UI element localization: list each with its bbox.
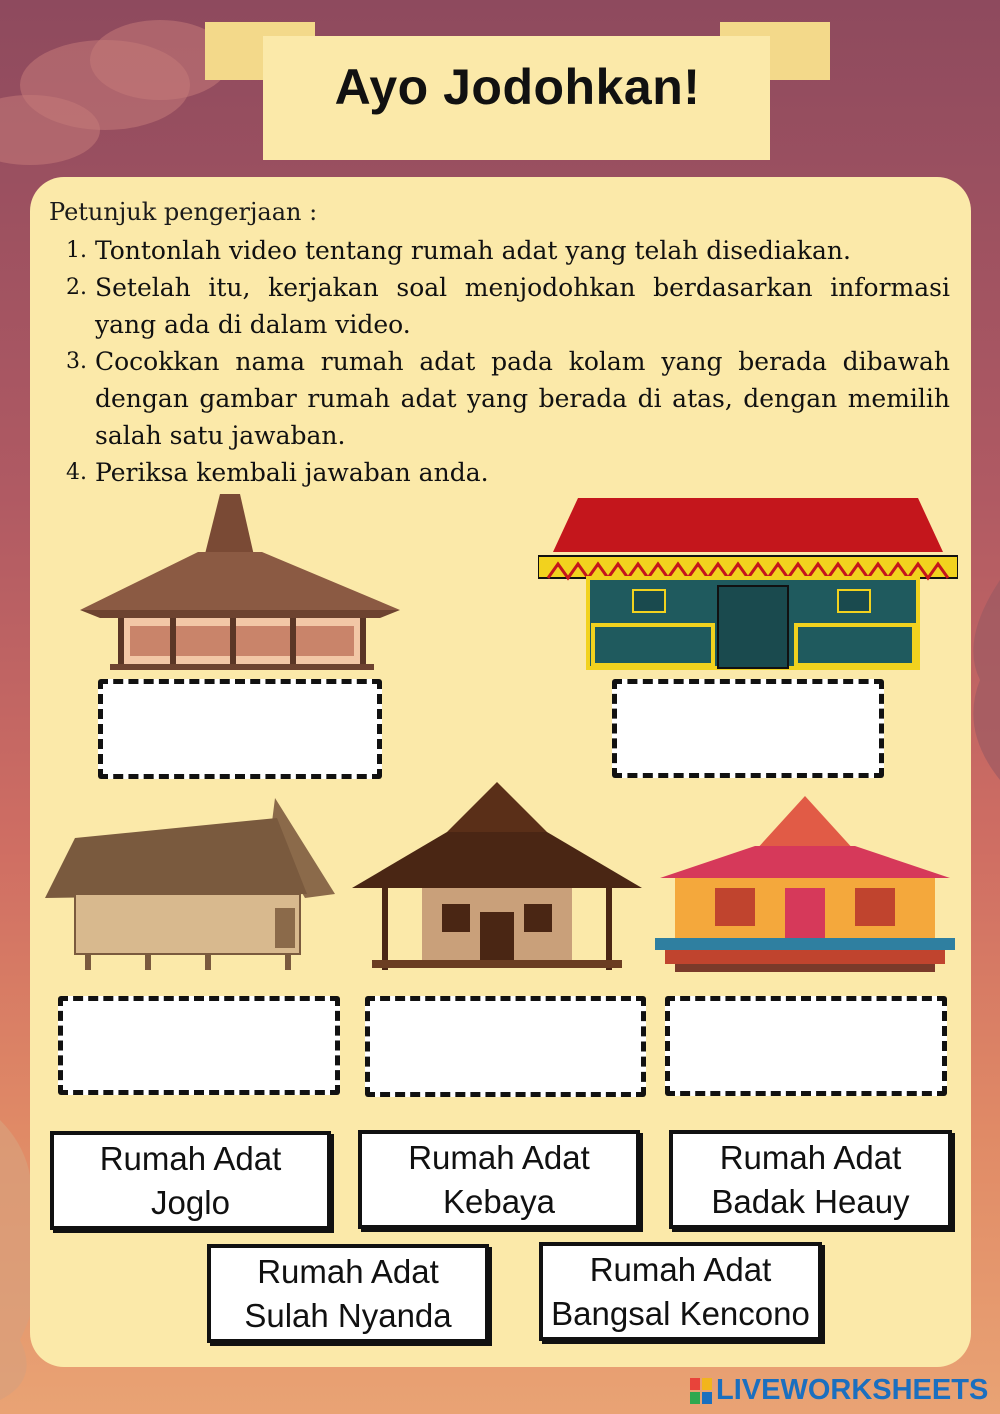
answer-drop-zone-5[interactable] — [665, 996, 947, 1096]
instruction-step: 1. Tontonlah video tentang rumah adat yang telah disediakan. — [66, 236, 851, 265]
answer-option-bangsal-kencono[interactable]: Rumah Adat Bangsal Kencono — [539, 1242, 822, 1341]
instruction-step: 4. Periksa kembali jawaban anda. — [66, 458, 489, 487]
wooden-stilt-house-icon — [45, 798, 335, 970]
instruction-step: 2. Setelah itu, kerjakan soal menjodohkan berdasarkan informasi yang ada di dalam video. — [66, 273, 950, 339]
answer-drop-zone-3[interactable] — [58, 996, 340, 1095]
joglo-house-icon — [80, 492, 405, 672]
red-roof-house-icon — [538, 490, 958, 672]
answer-drop-zone-2[interactable] — [612, 679, 884, 778]
liveworksheets-mark-icon — [690, 1378, 712, 1404]
answer-drop-zone-1[interactable] — [98, 679, 382, 779]
answer-option-badak-heauy[interactable]: Rumah Adat Badak Heauy — [669, 1130, 952, 1229]
brown-pitched-house-icon — [352, 782, 642, 977]
page-title: Ayo Jodohkan! — [334, 59, 701, 115]
liveworksheets-logo: LIVEWORKSHEETS — [690, 1374, 988, 1407]
instruction-step: 3. Cocokkan nama rumah adat pada kolam yang berada dibawah dengan gambar rumah adat yang berada di atas, dengan memilih salah satu jawaban. — [66, 347, 950, 450]
answer-option-joglo[interactable]: Rumah Adat Joglo — [50, 1131, 331, 1230]
answer-option-kebaya[interactable]: Rumah Adat Kebaya — [358, 1130, 640, 1229]
colorful-stilt-house-icon — [655, 796, 955, 976]
instructions-title: Petunjuk pengerjaan : — [49, 198, 318, 226]
answer-drop-zone-4[interactable] — [365, 996, 646, 1097]
answer-option-sulah-nyanda[interactable]: Rumah Adat Sulah Nyanda — [207, 1244, 489, 1343]
instructions-list — [66, 232, 950, 491]
